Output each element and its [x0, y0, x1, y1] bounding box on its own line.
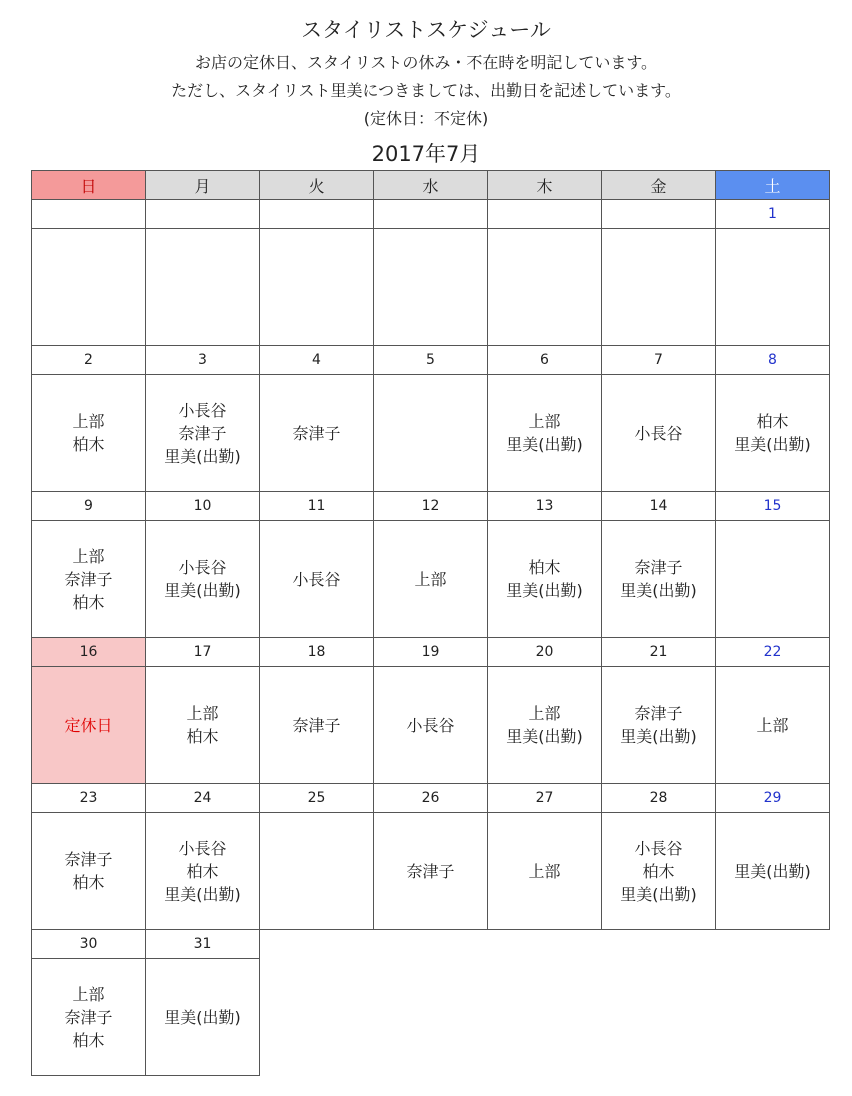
day-cell [602, 375, 716, 492]
date-number: 4 [260, 346, 374, 375]
holiday-label: 定休日 [64, 715, 113, 735]
day-cell [260, 813, 374, 930]
day-cell [716, 375, 830, 492]
date-number: 30 [32, 930, 146, 959]
stylist-entry: 里美(出勤) [620, 727, 697, 746]
day-cell [488, 521, 602, 638]
day-cell [716, 229, 830, 346]
weekday-thu: 木 [488, 171, 602, 200]
stylist-entry: 小長谷 [634, 423, 683, 443]
date-number: 27 [488, 784, 602, 813]
schedule-row [32, 813, 830, 930]
day-cell [32, 521, 146, 638]
day-cell [602, 813, 716, 930]
calendar-body [32, 200, 830, 1076]
date-number: 24 [146, 784, 260, 813]
date-number: 14 [602, 492, 716, 521]
date-number: 29 [716, 784, 830, 813]
day-cell [488, 375, 602, 492]
empty-cell [716, 930, 830, 959]
stylist-entry: 小長谷 [178, 558, 227, 577]
stylist-entry: 上部 [528, 412, 561, 431]
day-cell [146, 521, 260, 638]
description-line-1: お店の定休日、スタイリストの休み・不在時を明記しています。 [194, 53, 658, 72]
empty-cell [488, 930, 602, 959]
stylist-entry: 奈津子 [406, 861, 455, 881]
date-number-row [32, 346, 830, 375]
date-number: 22 [716, 638, 830, 667]
day-cell [146, 229, 260, 346]
stylist-entry: 上部 [72, 412, 105, 431]
stylist-entry: 柏木 [642, 861, 675, 881]
stylist-entry: 奈津子 [292, 715, 341, 735]
schedule-row [32, 667, 830, 784]
day-cell [374, 229, 488, 346]
day-cell [374, 667, 488, 784]
empty-cell [374, 959, 488, 1076]
stylist-entry: 奈津子 [64, 850, 113, 869]
date-number: 3 [146, 346, 260, 375]
date-number: 18 [260, 638, 374, 667]
day-cell [602, 521, 716, 638]
date-number: 6 [488, 346, 602, 375]
day-cell [488, 667, 602, 784]
date-number: 19 [374, 638, 488, 667]
month-title: 2017年7月 [371, 142, 481, 166]
stylist-entry: 小長谷 [292, 569, 341, 589]
date-number [32, 200, 146, 229]
date-number: 13 [488, 492, 602, 521]
weekday-tue: 火 [260, 171, 374, 200]
stylist-entry: 小長谷 [178, 838, 227, 858]
date-number: 16 [32, 638, 146, 667]
empty-cell [260, 930, 374, 959]
stylist-entry: 上部 [528, 704, 561, 723]
date-number: 11 [260, 492, 374, 521]
date-number: 1 [716, 200, 830, 229]
date-number [260, 200, 374, 229]
stylist-entry: 奈津子 [64, 569, 113, 589]
date-number: 8 [716, 346, 830, 375]
stylist-entry: 柏木 [186, 861, 219, 881]
weekday-header-row [32, 171, 830, 200]
stylist-entry: 奈津子 [634, 704, 683, 723]
stylist-entry: 上部 [528, 861, 561, 881]
date-number-row [32, 638, 830, 667]
schedule-row [32, 959, 830, 1076]
calendar-table [31, 170, 830, 1076]
date-number: 31 [146, 930, 260, 959]
schedule-row [32, 521, 830, 638]
date-number-row [32, 784, 830, 813]
stylist-entry: 小長谷 [406, 715, 455, 735]
stylist-entry: 上部 [72, 984, 105, 1004]
stylist-entry: 里美(出勤) [620, 884, 697, 904]
stylist-entry: 里美(出勤) [164, 1007, 241, 1027]
stylist-entry: 上部 [756, 715, 789, 735]
date-number-row [32, 930, 830, 959]
description-line-2: ただし、スタイリスト里美につきましては、出勤日を記述しています。 [171, 81, 681, 100]
day-cell [374, 521, 488, 638]
stylist-entry: 小長谷 [178, 400, 227, 420]
stylist-entry: 上部 [72, 546, 105, 566]
weekday-sun: 日 [32, 171, 146, 200]
date-number [602, 200, 716, 229]
date-number: 28 [602, 784, 716, 813]
holiday-note: (定休日：不定休) [363, 109, 489, 128]
stylist-entry: 小長谷 [634, 838, 683, 858]
stylist-entry: 上部 [186, 704, 219, 723]
date-number: 21 [602, 638, 716, 667]
date-number-row [32, 200, 830, 229]
stylist-entry: 里美(出勤) [164, 884, 241, 904]
date-number: 15 [716, 492, 830, 521]
day-cell [32, 229, 146, 346]
stylist-entry: 奈津子 [292, 423, 341, 443]
day-cell [716, 813, 830, 930]
day-cell [260, 229, 374, 346]
stylist-entry: 柏木 [72, 435, 105, 454]
stylist-entry: 里美(出勤) [734, 861, 811, 881]
day-cell [488, 229, 602, 346]
stylist-entry: 里美(出勤) [620, 581, 697, 600]
stylist-entry: 里美(出勤) [506, 581, 583, 600]
day-cell [260, 521, 374, 638]
page-title: スタイリストスケジュール [301, 18, 551, 42]
empty-cell [260, 959, 374, 1076]
stylist-entry: 里美(出勤) [506, 435, 583, 454]
day-cell [374, 813, 488, 930]
day-cell [32, 813, 146, 930]
stylist-entry: 奈津子 [64, 1007, 113, 1027]
weekday-wed: 水 [374, 171, 488, 200]
stylist-entry: 柏木 [72, 592, 105, 612]
stylist-entry: 上部 [414, 569, 447, 589]
stylist-entry: 里美(出勤) [506, 727, 583, 746]
day-cell [260, 375, 374, 492]
date-number: 25 [260, 784, 374, 813]
empty-cell [716, 959, 830, 1076]
stylist-entry: 柏木 [756, 412, 789, 431]
day-cell [716, 521, 830, 638]
stylist-entry: 里美(出勤) [734, 435, 811, 454]
day-cell [260, 667, 374, 784]
day-cell [32, 375, 146, 492]
stylist-entry: 柏木 [72, 1030, 105, 1050]
weekday-mon: 月 [146, 171, 260, 200]
date-number: 10 [146, 492, 260, 521]
empty-cell [488, 959, 602, 1076]
schedule-row [32, 375, 830, 492]
holiday-cell [32, 667, 146, 784]
empty-cell [602, 930, 716, 959]
date-number: 23 [32, 784, 146, 813]
date-number: 9 [32, 492, 146, 521]
empty-cell [602, 959, 716, 1076]
day-cell [716, 667, 830, 784]
date-number-row [32, 492, 830, 521]
schedule-row [32, 229, 830, 346]
stylist-entry: 柏木 [528, 558, 561, 577]
day-cell [146, 959, 260, 1076]
stylist-entry: 柏木 [186, 727, 219, 746]
date-number: 17 [146, 638, 260, 667]
stylist-entry: 奈津子 [178, 423, 227, 443]
date-number: 26 [374, 784, 488, 813]
day-cell [146, 375, 260, 492]
date-number: 2 [32, 346, 146, 375]
day-cell [32, 959, 146, 1076]
day-cell [374, 375, 488, 492]
stylist-entry: 里美(出勤) [164, 446, 241, 466]
date-number [488, 200, 602, 229]
date-number: 12 [374, 492, 488, 521]
day-cell [602, 229, 716, 346]
date-number: 5 [374, 346, 488, 375]
date-number [146, 200, 260, 229]
stylist-entry: 里美(出勤) [164, 581, 241, 600]
day-cell [602, 667, 716, 784]
stylist-entry: 奈津子 [634, 558, 683, 577]
day-cell [146, 813, 260, 930]
day-cell [488, 813, 602, 930]
stylist-entry: 柏木 [72, 873, 105, 892]
date-number: 20 [488, 638, 602, 667]
date-number: 7 [602, 346, 716, 375]
weekday-fri: 金 [602, 171, 716, 200]
weekday-sat: 土 [716, 171, 830, 200]
date-number [374, 200, 488, 229]
day-cell [146, 667, 260, 784]
empty-cell [374, 930, 488, 959]
